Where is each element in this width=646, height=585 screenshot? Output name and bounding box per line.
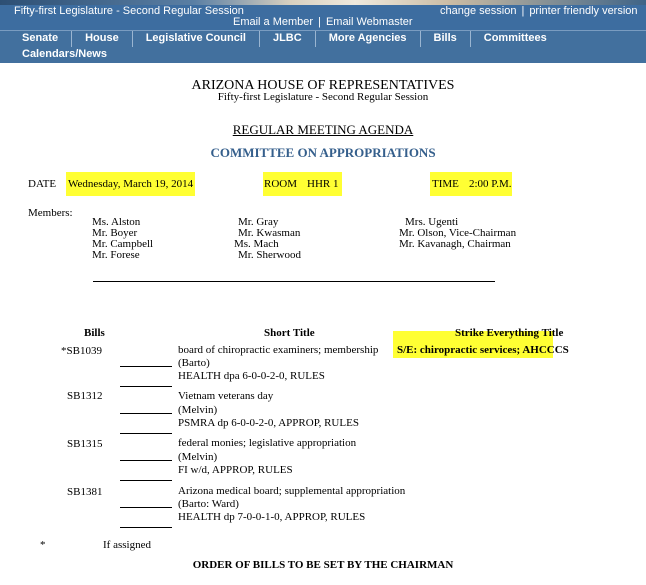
strike-everything-title: S/E: chiropractic services; AHCCCS xyxy=(397,344,569,356)
date-value: Wednesday, March 19, 2014 xyxy=(66,172,195,196)
footnote-text: If assigned xyxy=(103,539,151,551)
blank-line xyxy=(120,366,172,367)
separator: | xyxy=(521,5,525,17)
committee-name: COMMITTEE ON APPROPRIATIONS xyxy=(210,145,436,160)
time-label: TIME xyxy=(432,178,459,190)
email-webmaster-link[interactable]: Email Webmaster xyxy=(325,16,413,28)
member: Mr. Sherwood xyxy=(238,249,301,261)
bill-sponsor: (Barto) xyxy=(178,357,210,369)
bill-sponsor: (Melvin) xyxy=(178,451,218,463)
separator: | xyxy=(318,16,321,28)
nav-committees[interactable]: Committees xyxy=(483,32,547,44)
room-label: ROOM xyxy=(264,178,298,190)
printer-friendly-link[interactable]: printer friendly version xyxy=(529,5,638,17)
session-title: Fifty-first Legislature - Second Regular Session xyxy=(14,5,244,17)
nav-more-agencies[interactable]: More Agencies xyxy=(316,31,421,47)
bill-sponsor: (Melvin) xyxy=(178,404,218,416)
divider-rule xyxy=(93,281,495,282)
nav-legislative-council[interactable]: Legislative Council xyxy=(133,31,260,47)
bill-sponsor: (Barto: Ward) xyxy=(178,498,239,510)
bill-referral: FI w/d, APPROP, RULES xyxy=(178,464,293,476)
member: Mr. Campbell xyxy=(92,238,154,250)
bill-referral: HEALTH dpa 6-0-0-2-0, RULES xyxy=(178,370,325,382)
bill-title: Vietnam veterans day xyxy=(178,390,274,402)
email-links xyxy=(233,16,413,28)
members-label: Members: xyxy=(28,207,73,219)
meeting-type: REGULAR MEETING AGENDA xyxy=(232,122,414,137)
bill-number[interactable]: SB1315 xyxy=(67,438,103,450)
site-header xyxy=(0,0,646,30)
member: Mr. Forese xyxy=(92,249,140,261)
column-header-strike-everything: Strike Everything Title xyxy=(455,327,564,339)
member: Mr. Kavanagh, Chairman xyxy=(399,238,511,250)
bill-number[interactable]: SB1381 xyxy=(67,486,103,498)
blank-line xyxy=(120,480,172,481)
bill-number[interactable]: SB1312 xyxy=(67,390,103,402)
bill-title: board of chiropractic examiners; membership xyxy=(178,344,379,356)
date-label: DATE xyxy=(28,178,57,190)
member: Ms. Alston xyxy=(92,216,141,228)
bill-number[interactable]: *SB1039 xyxy=(61,345,102,357)
member: Mr. Gray xyxy=(238,216,279,228)
bill-title: federal monies; legislative appropriation xyxy=(178,437,357,449)
bill-referral: PSMRA dp 6-0-0-2-0, APPROP, RULES xyxy=(178,417,359,429)
column-header-bills: Bills xyxy=(84,327,105,339)
member: Mr. Olson, Vice-Chairman xyxy=(399,227,517,239)
blank-line xyxy=(120,527,172,528)
nav-senate[interactable]: Senate xyxy=(10,31,72,47)
footnote-symbol: * xyxy=(40,539,46,551)
blank-line xyxy=(120,386,172,387)
email-member-link[interactable]: Email a Member xyxy=(233,16,314,28)
member: Mr. Kwasman xyxy=(238,227,301,239)
order-note: ORDER OF BILLS TO BE SET BY THE CHAIRMAN xyxy=(192,559,454,571)
blank-line xyxy=(120,433,172,434)
time-value: 2:00 P.M. xyxy=(469,178,512,190)
bill-referral: HEALTH dp 7-0-0-1-0, APPROP, RULES xyxy=(178,511,366,523)
session-links xyxy=(440,5,638,17)
main-nav xyxy=(0,30,646,63)
blank-line xyxy=(120,507,172,508)
bill-title: Arizona medical board; supplemental appropriation xyxy=(178,485,406,497)
nav-bills[interactable]: Bills xyxy=(421,31,471,47)
blank-line xyxy=(120,460,172,461)
session-subtitle: Fifty-first Legislature - Second Regular Session xyxy=(217,91,429,103)
member: Mrs. Ugenti xyxy=(405,216,459,228)
blank-line xyxy=(120,413,172,414)
nav-calendars-news[interactable]: Calendars/News xyxy=(22,48,107,60)
nav-house[interactable]: House xyxy=(72,31,133,47)
change-session-link[interactable]: change session xyxy=(440,5,517,17)
column-header-short-title: Short Title xyxy=(264,327,315,339)
member: Ms. Mach xyxy=(234,238,279,250)
member: Mr. Boyer xyxy=(92,227,138,239)
nav-jlbc[interactable]: JLBC xyxy=(260,31,316,47)
house-title: ARIZONA HOUSE OF REPRESENTATIVES xyxy=(191,78,455,93)
room-value: HHR 1 xyxy=(307,178,339,190)
